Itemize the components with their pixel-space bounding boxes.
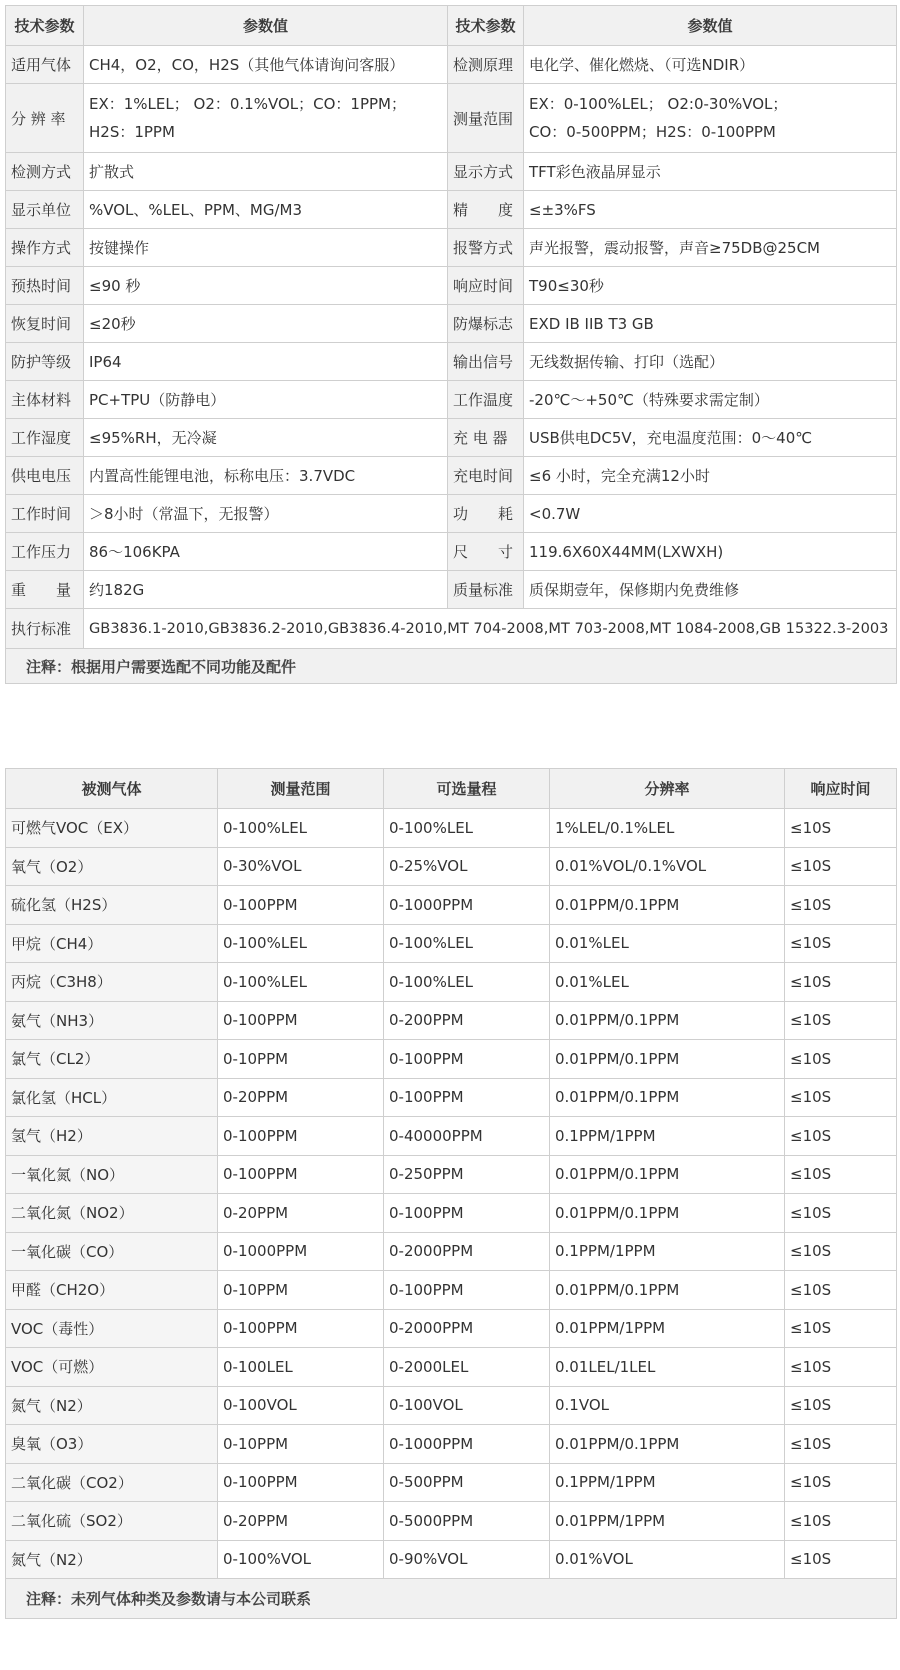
gas-optional-range-cell: 0-5000PPM	[384, 1502, 550, 1541]
gas-response-time-cell: ≤10S	[785, 1348, 897, 1387]
gas-resolution-cell: 0.01%VOL	[550, 1540, 785, 1579]
spec-param-value: %VOL、%LEL、PPM、MG/M3	[84, 191, 448, 229]
gas-response-time-cell: ≤10S	[785, 1194, 897, 1233]
gas-header-row	[6, 769, 897, 809]
spec-param-value: ≤6 小时，完全充满12小时	[524, 457, 897, 495]
spec-param-label: 充电时间	[448, 457, 524, 495]
spec-param-label: 显示方式	[448, 153, 524, 191]
spec-param-label: 工作湿度	[6, 419, 84, 457]
gas-header-response-time: 响应时间	[785, 769, 897, 809]
gas-response-time-cell: ≤10S	[785, 1078, 897, 1117]
gas-optional-range-cell: 0-250PPM	[384, 1155, 550, 1194]
spec-row	[6, 343, 897, 381]
gas-row	[6, 809, 897, 848]
gas-range-cell: 0-10PPM	[218, 1271, 384, 1310]
gas-resolution-cell: 0.01LEL/1LEL	[550, 1348, 785, 1387]
spec-row	[6, 495, 897, 533]
gas-name-cell: 硫化氢（H2S）	[6, 886, 218, 925]
spec-param-label: 供电电压	[6, 457, 84, 495]
spec-param-value: CH4，O2，CO，H2S（其他气体请询问客服）	[84, 46, 448, 84]
gas-name-cell: VOC（毒性）	[6, 1309, 218, 1348]
gas-response-time-cell: ≤10S	[785, 924, 897, 963]
spec-param-value: ≤±3%FS	[524, 191, 897, 229]
gas-response-time-cell: ≤10S	[785, 1271, 897, 1310]
gas-range-cell: 0-100PPM	[218, 1117, 384, 1156]
gas-header-range: 测量范围	[218, 769, 384, 809]
spec-param-value: EXD IB IIB T3 GB	[524, 305, 897, 343]
spec-param-value: USB供电DC5V，充电温度范围：0～40℃	[524, 419, 897, 457]
gas-range-cell: 0-100%LEL	[218, 963, 384, 1002]
spec-row	[6, 46, 897, 84]
spec-param-label: 响应时间	[448, 267, 524, 305]
gas-optional-range-cell: 0-100%LEL	[384, 963, 550, 1002]
spec-param-label: 防护等级	[6, 343, 84, 381]
spec-header-param-1: 技术参数	[6, 6, 84, 46]
gas-header-resolution: 分辨率	[550, 769, 785, 809]
gas-optional-range-cell: 0-100PPM	[384, 1271, 550, 1310]
gas-response-time-cell: ≤10S	[785, 847, 897, 886]
gas-resolution-cell: 0.01%LEL	[550, 963, 785, 1002]
spec-body	[6, 46, 897, 684]
gas-row	[6, 847, 897, 886]
gas-name-cell: 氢气（H2）	[6, 1117, 218, 1156]
spec-param-value: 无线数据传输、打印（选配）	[524, 343, 897, 381]
gas-row	[6, 1194, 897, 1233]
gas-name-cell: 甲醛（CH2O）	[6, 1271, 218, 1310]
spec-row	[6, 533, 897, 571]
gas-optional-range-cell: 0-25%VOL	[384, 847, 550, 886]
gas-row	[6, 1078, 897, 1117]
spec-header-row	[6, 6, 897, 46]
spec-param-value: ≤20秒	[84, 305, 448, 343]
spec-row	[6, 191, 897, 229]
gas-range-cell: 0-10PPM	[218, 1425, 384, 1464]
gas-row	[6, 963, 897, 1002]
spec-standard-value: GB3836.1-2010,GB3836.2-2010,GB3836.4-2010,MT 704-2008,MT 703-2008,MT 1084-2008,GB 15322.3-2003	[84, 609, 897, 649]
gas-row	[6, 1232, 897, 1271]
gas-name-cell: 氯气（CL2）	[6, 1040, 218, 1079]
gas-resolution-cell: 0.01%LEL	[550, 924, 785, 963]
spec-param-value: 质保期壹年，保修期内免费维修	[524, 571, 897, 609]
spec-param-value: 86～106KPA	[84, 533, 448, 571]
gas-name-cell: 一氧化碳（CO）	[6, 1232, 218, 1271]
spec-param-value: 电化学、催化燃烧、（可选NDIR）	[524, 46, 897, 84]
spec-param-value: T90≤30秒	[524, 267, 897, 305]
gas-name-cell: 二氧化硫（SO2）	[6, 1502, 218, 1541]
spec-standard-label: 执行标准	[6, 609, 84, 649]
gas-optional-range-cell: 0-40000PPM	[384, 1117, 550, 1156]
gas-response-time-cell: ≤10S	[785, 1463, 897, 1502]
gas-response-time-cell: ≤10S	[785, 1386, 897, 1425]
gas-optional-range-cell: 0-100PPM	[384, 1078, 550, 1117]
gas-name-cell: 臭氧（O3）	[6, 1425, 218, 1464]
spec-note-row	[6, 649, 897, 684]
gas-optional-range-cell: 0-100%LEL	[384, 924, 550, 963]
spec-param-value: <0.7W	[524, 495, 897, 533]
gas-row	[6, 1386, 897, 1425]
gas-resolution-cell: 0.01PPM/0.1PPM	[550, 1425, 785, 1464]
spec-param-value: 119.6X60X44MM(LXWXH)	[524, 533, 897, 571]
spec-param-label: 工作时间	[6, 495, 84, 533]
gas-range-cell: 0-100PPM	[218, 1001, 384, 1040]
spec-param-label: 精 度	[448, 191, 524, 229]
spec-param-label: 检测原理	[448, 46, 524, 84]
spec-header-value-2: 参数值	[524, 6, 897, 46]
gas-note: 注释：未列气体种类及参数请与本公司联系	[6, 1579, 897, 1619]
gas-name-cell: 二氧化氮（NO2）	[6, 1194, 218, 1233]
spec-param-value: TFT彩色液晶屏显示	[524, 153, 897, 191]
spec-param-label: 输出信号	[448, 343, 524, 381]
spec-param-value: ≤90 秒	[84, 267, 448, 305]
spec-row	[6, 457, 897, 495]
gas-resolution-cell: 0.01PPM/0.1PPM	[550, 1194, 785, 1233]
gas-response-time-cell: ≤10S	[785, 886, 897, 925]
gas-range-cell: 0-100PPM	[218, 1309, 384, 1348]
gas-row	[6, 1502, 897, 1541]
spec-param-value: PC+TPU（防静电）	[84, 381, 448, 419]
gas-row	[6, 1425, 897, 1464]
spec-param-label: 尺 寸	[448, 533, 524, 571]
spec-param-label: 充 电 器	[448, 419, 524, 457]
gas-response-time-cell: ≤10S	[785, 1040, 897, 1079]
spec-param-value: 声光报警，震动报警，声音≥75DB@25CM	[524, 229, 897, 267]
spec-param-label: 检测方式	[6, 153, 84, 191]
gas-optional-range-cell: 0-1000PPM	[384, 1425, 550, 1464]
gas-resolution-cell: 0.01PPM/0.1PPM	[550, 1001, 785, 1040]
gas-range-cell: 0-20PPM	[218, 1502, 384, 1541]
gas-response-time-cell: ≤10S	[785, 1117, 897, 1156]
spec-param-value: ≤95%RH，无冷凝	[84, 419, 448, 457]
spec-table	[5, 5, 897, 684]
gas-range-cell: 0-100%LEL	[218, 809, 384, 848]
gas-table	[5, 768, 897, 1619]
spec-param-label: 操作方式	[6, 229, 84, 267]
gas-response-time-cell: ≤10S	[785, 1502, 897, 1541]
gas-resolution-cell: 0.01PPM/0.1PPM	[550, 1271, 785, 1310]
gas-row	[6, 1117, 897, 1156]
gas-response-time-cell: ≤10S	[785, 963, 897, 1002]
gas-range-cell: 0-100PPM	[218, 1463, 384, 1502]
spec-param-label: 预热时间	[6, 267, 84, 305]
spec-row	[6, 84, 897, 153]
gas-resolution-cell: 0.01PPM/0.1PPM	[550, 886, 785, 925]
gas-name-cell: 可燃气VOC（EX）	[6, 809, 218, 848]
spec-param-label: 功 耗	[448, 495, 524, 533]
gas-range-cell: 0-20PPM	[218, 1078, 384, 1117]
gas-range-cell: 0-30%VOL	[218, 847, 384, 886]
gas-header-optional-range: 可选量程	[384, 769, 550, 809]
gas-optional-range-cell: 0-100PPM	[384, 1194, 550, 1233]
gas-resolution-cell: 0.01PPM/1PPM	[550, 1309, 785, 1348]
gas-response-time-cell: ≤10S	[785, 1232, 897, 1271]
spec-row	[6, 571, 897, 609]
gas-range-cell: 0-100PPM	[218, 886, 384, 925]
spec-row	[6, 419, 897, 457]
spec-param-label: 恢复时间	[6, 305, 84, 343]
gas-response-time-cell: ≤10S	[785, 1540, 897, 1579]
gas-row	[6, 1348, 897, 1387]
gas-name-cell: 氮气（N2）	[6, 1540, 218, 1579]
gas-row	[6, 1271, 897, 1310]
spec-param-value: 扩散式	[84, 153, 448, 191]
gas-resolution-cell: 0.01PPM/0.1PPM	[550, 1078, 785, 1117]
gas-optional-range-cell: 0-2000PPM	[384, 1232, 550, 1271]
spec-param-label: 分 辨 率	[6, 84, 84, 153]
gas-range-cell: 0-20PPM	[218, 1194, 384, 1233]
gas-name-cell: 氨气（NH3）	[6, 1001, 218, 1040]
gas-resolution-cell: 0.01PPM/1PPM	[550, 1502, 785, 1541]
spec-param-value: 按键操作	[84, 229, 448, 267]
gas-row	[6, 1463, 897, 1502]
gas-row	[6, 1155, 897, 1194]
gas-row	[6, 924, 897, 963]
spec-row	[6, 229, 897, 267]
spec-header-value-1: 参数值	[84, 6, 448, 46]
spec-param-label: 防爆标志	[448, 305, 524, 343]
gas-range-cell: 0-100VOL	[218, 1386, 384, 1425]
gas-optional-range-cell: 0-2000LEL	[384, 1348, 550, 1387]
spec-param-label: 测量范围	[448, 84, 524, 153]
gas-name-cell: VOC（可燃）	[6, 1348, 218, 1387]
gas-name-cell: 二氧化碳（CO2）	[6, 1463, 218, 1502]
spec-row	[6, 381, 897, 419]
gas-resolution-cell: 0.01PPM/0.1PPM	[550, 1155, 785, 1194]
gas-optional-range-cell: 0-2000PPM	[384, 1309, 550, 1348]
spec-param-value: -20℃～+50℃（特殊要求需定制）	[524, 381, 897, 419]
gas-resolution-cell: 0.01%VOL/0.1%VOL	[550, 847, 785, 886]
gas-optional-range-cell: 0-1000PPM	[384, 886, 550, 925]
gas-name-cell: 甲烷（CH4）	[6, 924, 218, 963]
gas-row	[6, 1540, 897, 1579]
spec-param-value: EX：1%LEL； O2：0.1%VOL；CO：1PPM； H2S：1PPM	[84, 84, 448, 153]
gas-name-cell: 丙烷（C3H8）	[6, 963, 218, 1002]
gas-resolution-cell: 0.1PPM/1PPM	[550, 1117, 785, 1156]
gas-optional-range-cell: 0-200PPM	[384, 1001, 550, 1040]
gas-body	[6, 809, 897, 1619]
gas-optional-range-cell: 0-100%LEL	[384, 809, 550, 848]
spec-param-label: 主体材料	[6, 381, 84, 419]
gas-response-time-cell: ≤10S	[785, 1155, 897, 1194]
spec-row	[6, 153, 897, 191]
gas-name-cell: 氯化氢（HCL）	[6, 1078, 218, 1117]
gas-range-cell: 0-100PPM	[218, 1155, 384, 1194]
spec-param-label: 工作压力	[6, 533, 84, 571]
gas-resolution-cell: 0.1PPM/1PPM	[550, 1232, 785, 1271]
gas-row	[6, 1040, 897, 1079]
spec-param-label: 显示单位	[6, 191, 84, 229]
gas-range-cell: 0-10PPM	[218, 1040, 384, 1079]
gas-row	[6, 1001, 897, 1040]
gas-response-time-cell: ≤10S	[785, 1309, 897, 1348]
spec-param-label: 适用气体	[6, 46, 84, 84]
spec-param-value: 内置高性能锂电池，标称电压：3.7VDC	[84, 457, 448, 495]
spec-param-value: ＞8小时（常温下，无报警）	[84, 495, 448, 533]
gas-optional-range-cell: 0-100VOL	[384, 1386, 550, 1425]
gas-name-cell: 一氧化氮（NO）	[6, 1155, 218, 1194]
gas-row	[6, 1309, 897, 1348]
gas-optional-range-cell: 0-100PPM	[384, 1040, 550, 1079]
spec-header-param-2: 技术参数	[448, 6, 524, 46]
spec-param-value: EX：0-100%LEL； O2:0-30%VOL； CO：0-500PPM；H2S：0-100PPM	[524, 84, 897, 153]
spec-row	[6, 305, 897, 343]
spec-param-label: 重 量	[6, 571, 84, 609]
spec-note: 注释：根据用户需要选配不同功能及配件	[6, 649, 897, 684]
gas-header-gas: 被测气体	[6, 769, 218, 809]
spec-param-label: 工作温度	[448, 381, 524, 419]
gas-range-cell: 0-1000PPM	[218, 1232, 384, 1271]
spec-param-value: 约182G	[84, 571, 448, 609]
gas-optional-range-cell: 0-500PPM	[384, 1463, 550, 1502]
gas-response-time-cell: ≤10S	[785, 1425, 897, 1464]
gas-row	[6, 886, 897, 925]
gas-range-cell: 0-100%LEL	[218, 924, 384, 963]
gas-response-time-cell: ≤10S	[785, 1001, 897, 1040]
gas-response-time-cell: ≤10S	[785, 809, 897, 848]
gas-name-cell: 氧气（O2）	[6, 847, 218, 886]
gas-resolution-cell: 0.01PPM/0.1PPM	[550, 1040, 785, 1079]
spec-standard-row	[6, 609, 897, 649]
spec-param-label: 报警方式	[448, 229, 524, 267]
gas-note-row	[6, 1579, 897, 1619]
gas-resolution-cell: 1%LEL/0.1%LEL	[550, 809, 785, 848]
gas-resolution-cell: 0.1PPM/1PPM	[550, 1463, 785, 1502]
gas-resolution-cell: 0.1VOL	[550, 1386, 785, 1425]
gas-name-cell: 氮气（N2）	[6, 1386, 218, 1425]
gas-optional-range-cell: 0-90%VOL	[384, 1540, 550, 1579]
spec-param-label: 质量标准	[448, 571, 524, 609]
spec-param-value: IP64	[84, 343, 448, 381]
spec-row	[6, 267, 897, 305]
gas-range-cell: 0-100LEL	[218, 1348, 384, 1387]
gas-range-cell: 0-100%VOL	[218, 1540, 384, 1579]
